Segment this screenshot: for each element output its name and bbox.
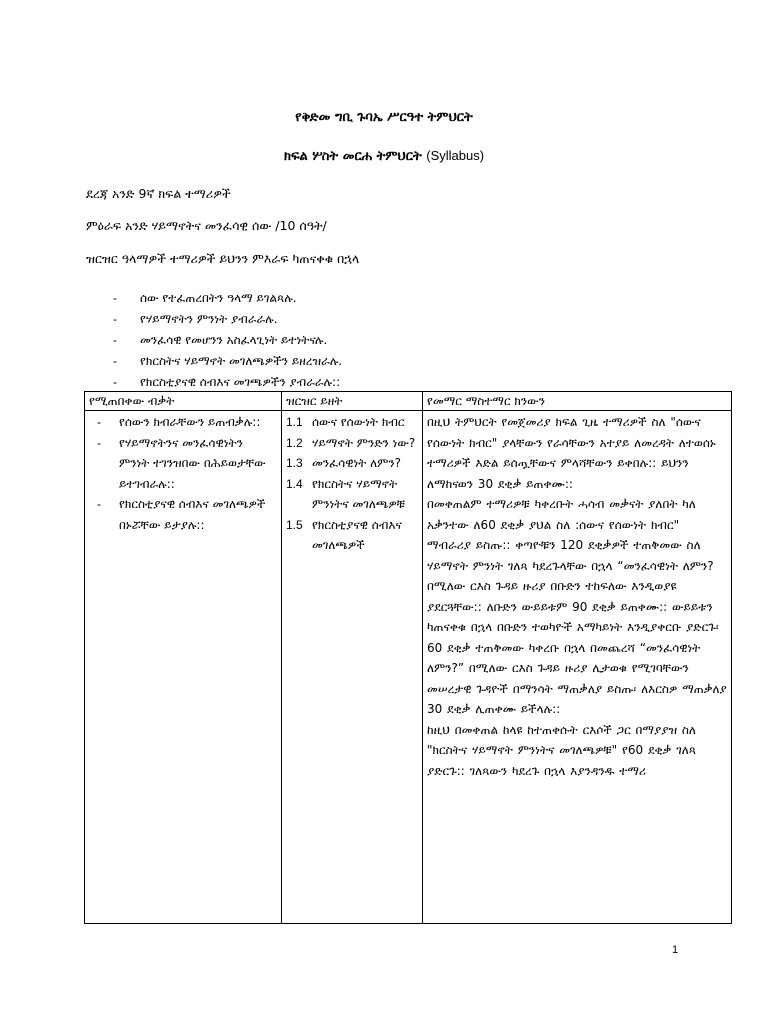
competency-item: - የክርስቲያናዊ ሰብእና መገለጫዎች በኑሯቸው ይታያሉ:: bbox=[89, 494, 277, 535]
objective-item: - የክርስቲያናዊ ሰብእና መገጫዎችን ያብራራሉ:: bbox=[113, 372, 342, 393]
method-paragraph: 60 ደቂቃ ተጠቅመው ካቀረቡ በኋላ በመጨረሻ “መንፈሳዊነት ለምን?” በሚለው ርእስ ጉዳይ ዙሪያ ሊታወቁ የሚገባቸውን መሠረታዊ ጉዳዮች በማንሳት ማጠቃለያ ይስጡ፡ ለእርስዎ ማጠቃለያ 30 ደቂቃ ሊጠቀሙ ይችላሉ:: bbox=[427, 640, 727, 716]
header-competency: የሚጠበቀው ብቃት bbox=[85, 392, 282, 411]
header-method: የመማር ማስተማር ክንውን bbox=[423, 392, 732, 411]
topic-text: ሃይማኖት ምንድን ነው? bbox=[312, 435, 416, 450]
method-cell bbox=[423, 411, 732, 924]
topic-item bbox=[286, 474, 418, 515]
topic-text: መንፈሳዊነት ለምን? bbox=[312, 456, 402, 470]
unit-line: ምዕራፍ አንድ ሃይማኖትና መንፈሳዊ ሰው /10 ሰዓት/ bbox=[86, 218, 327, 233]
topic-list bbox=[286, 412, 418, 556]
method-paragraph: በዚህ ትምህርት የመጀመሪያ ክፍል ጊዜ ተማሪዎች ስለ "ሰውና የሰውነት ክብር" ያላቸውን የራሳቸውን አተያይ ለመረዳት ለተወሰኑ ተማሪዎች እድል ይሰጧቸውና ምላሻቸውን ይቀበሉ:: ይህንን ለማከናወን 30 ደቂቃ ይጠቀሙ:: bbox=[427, 415, 716, 491]
table-header-row bbox=[85, 392, 732, 411]
topic-item bbox=[286, 453, 418, 474]
subtitle-latin: (Syllabus) bbox=[426, 148, 485, 163]
objective-item: - የሃይማኖትን ምንነት ያብራራሉ. bbox=[113, 309, 342, 330]
topic-text: ሰውና የሰውነት ክብር bbox=[312, 415, 405, 429]
competency-cell bbox=[85, 411, 282, 924]
syllabus-table bbox=[84, 391, 732, 924]
objective-item: - መንፈሳዊ የመሆንን አስፈላጊነት ይተነትናሉ. bbox=[113, 330, 342, 351]
topic-number: 1.1 bbox=[286, 415, 303, 429]
topic-number: 1.2 bbox=[286, 435, 303, 450]
topic-number: 1.5 bbox=[286, 517, 303, 532]
page-number: 1 bbox=[672, 944, 679, 956]
competency-list bbox=[89, 412, 277, 535]
topic-number: 1.3 bbox=[286, 456, 303, 470]
method-paragraph: በመቀጠልም ተማሪዎቹ ካቀረቡት ሓሳብ መቃናት ያለበት ካለ አቃንተው ለ60 ደቂቃ ያህል ስለ :ሰውና የሰውነት ክብር" ማብራሪያ ይስጡ:: ቀጣዮቹን 120 ደቂቃዎች ተጠቅመው ስለ ሃይማኖት ምንነት ገለጻ ካደረጉላቸው በኋላ “መንፈሳዊነት ለምን? በሚለው ርእስ ጉዳይ ዙሪያ በቡድን ተከፍለው እንዲወያዩ ያደርጓቸው:: ለቡድን ውይይቱም 90 ደቂቃ ይጠቀሙ:: ውይይቱን ካጠናቀቁ በኋላ በቡድን ተወካዮች አማካይነት እንዲያቀርቡ ያድርጉ፡ bbox=[427, 497, 719, 634]
objective-item: - የክርስትና ሃይማኖት መገለጫዎችን ይዘረዝራሉ. bbox=[113, 351, 342, 372]
table-row bbox=[85, 411, 732, 924]
topic-text: የክርስትና ሃይማኖት ምንነትና መገለጫዎቹ bbox=[312, 476, 405, 511]
header-content: ዝርዝር ይዘት bbox=[282, 392, 423, 411]
competency-item: - የሰውን ክብራቸውን ይጠብቃሉ:: bbox=[89, 412, 277, 433]
topic-item bbox=[286, 515, 418, 556]
document-title: የቅድመ ግቢ ጉባኤ ሥርዓተ ትምህርት bbox=[295, 110, 473, 125]
content-cell bbox=[282, 411, 423, 924]
topic-item bbox=[286, 412, 418, 433]
topic-text: የክርስቲያናዊ ሰብእና መገለጫዎች bbox=[312, 517, 402, 552]
grade-line: ደረጃ አንድ 9ኛ ክፍል ተማሪዎች bbox=[86, 186, 231, 201]
subtitle-text: ክፍል ሦስት መርሐ ትምህርት bbox=[283, 149, 422, 164]
objectives-list bbox=[113, 288, 342, 393]
topic-item bbox=[286, 433, 418, 454]
objective-item: - ሰው የተፈጠረበትን ዓላማ ይገልጻሉ. bbox=[113, 288, 342, 309]
method-paragraph: ከዚህ በመቀጠል ከላዩ ከተጠቀሱት ርእሶች ጋር በማያያዝ ስለ "ክርስትና ሃይማኖት ምንነትና መገለጫዎቹ" የ60 ደቂቃ ገለጻ ያድርጉ:: ገለጻውን ካደረጉ በኋላ እያንዳንዱ ተማሪ bbox=[427, 722, 696, 778]
objectives-heading: ዝርዝር ዓላማዎች ተማሪዎች ይህንን ምእራፍ ካጠናቀቁ በኋላ bbox=[86, 251, 360, 266]
document-subtitle bbox=[0, 148, 768, 164]
topic-number: 1.4 bbox=[286, 476, 303, 491]
competency-item: - የሃይማኖትንና መንፈሳዊነትን ምንነት ተገንዝበው በሕይወታቸው ይተገብራሉ:: bbox=[89, 433, 277, 495]
